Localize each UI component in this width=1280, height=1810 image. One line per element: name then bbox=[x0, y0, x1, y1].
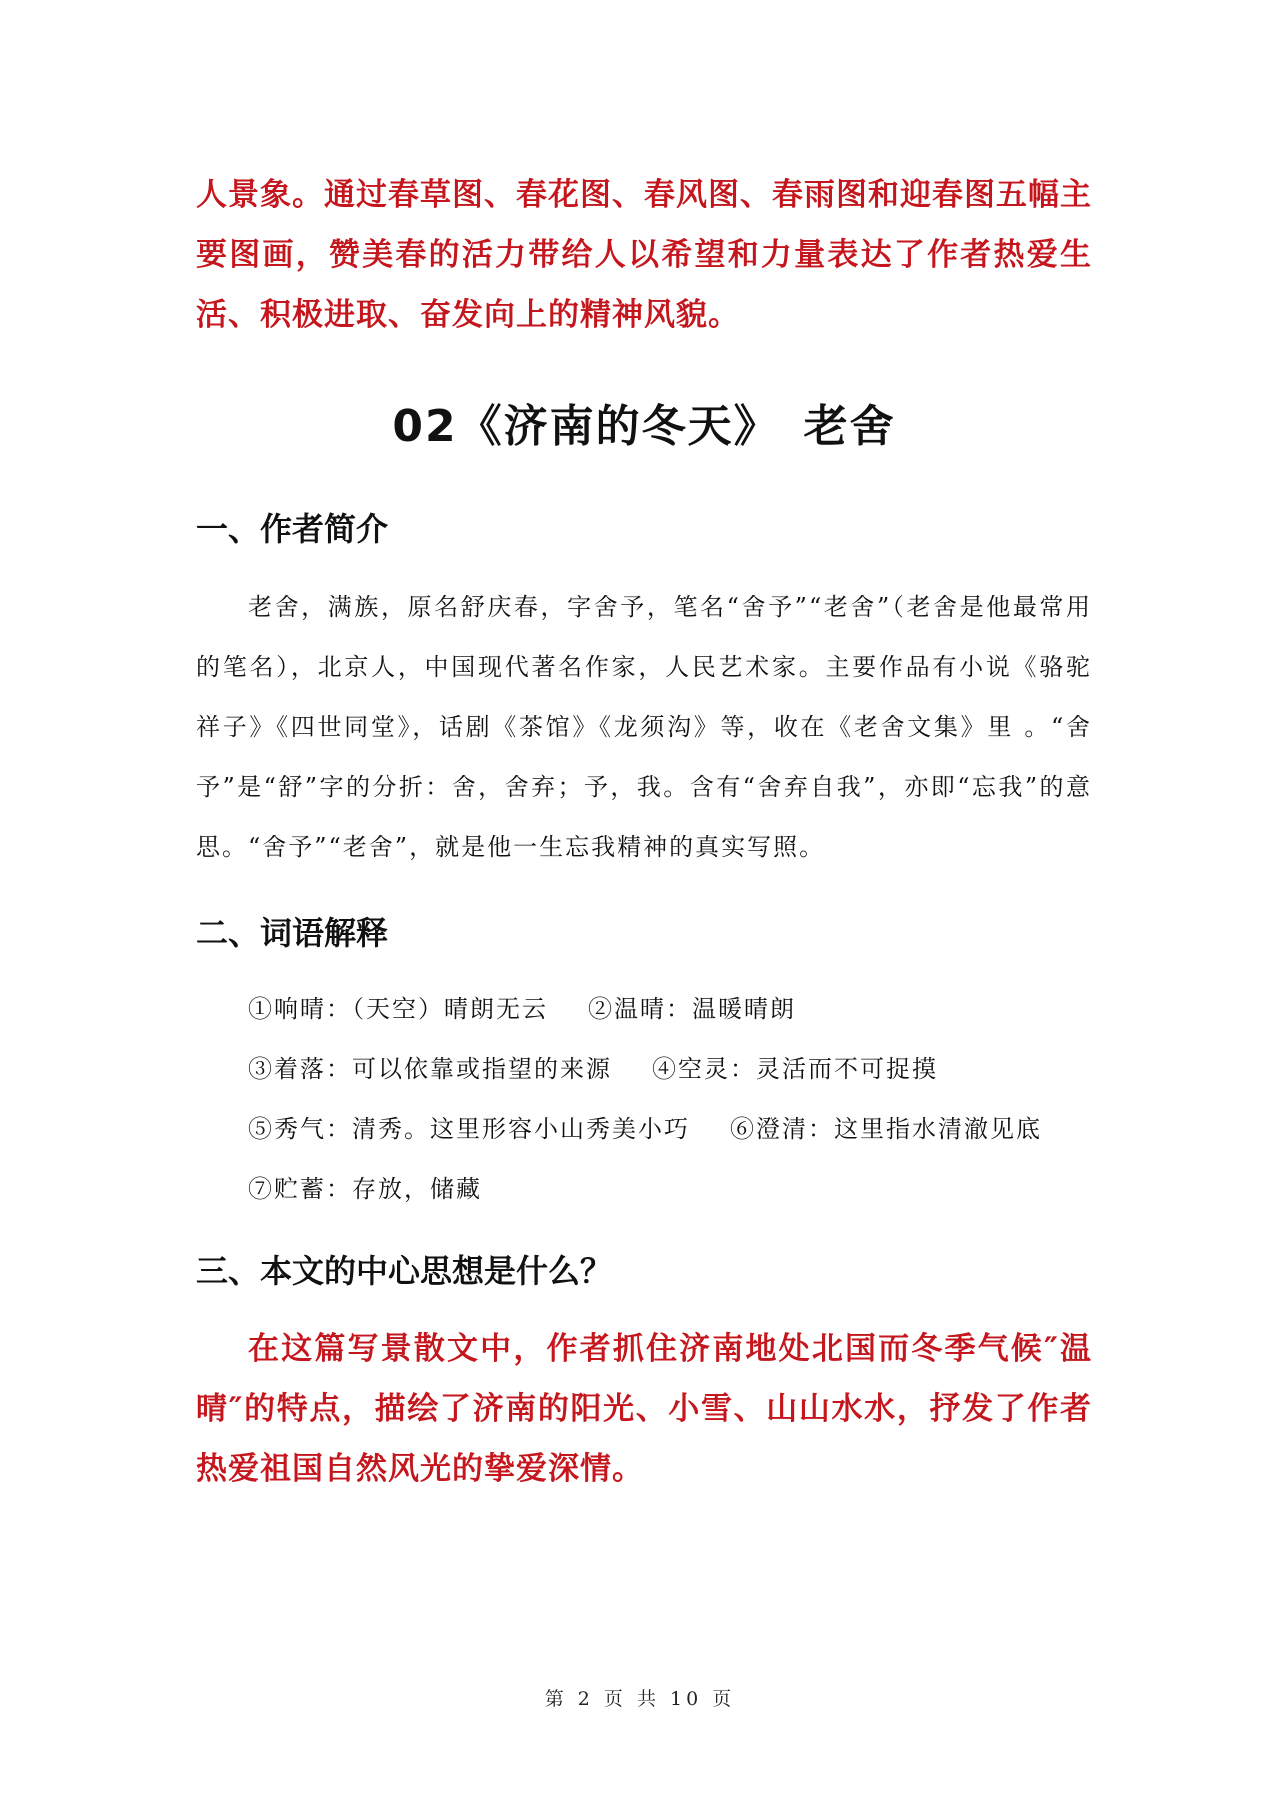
vocabulary-row bbox=[248, 979, 1092, 1039]
lesson-title: 02《济南的冬天》 老舍 bbox=[392, 401, 896, 452]
section-author-heading: 一、作者简介 bbox=[196, 510, 389, 548]
page-number-footer: 第 2 页 共 10 页 bbox=[544, 1688, 736, 1710]
vocabulary-list bbox=[248, 979, 1092, 1219]
vocabulary-item: ⑤秀气：清秀。这里形容小山秀美小巧 bbox=[248, 1115, 690, 1143]
author-bio-paragraph: 老舍，满族，原名舒庆春，字舍予，笔名“舍予”“老舍”（老舍是他最常用的笔名），北京人，中国现代著名作家，人民艺术家。主要作品有小说《骆驼祥子》《四世同堂》，话剧《茶馆》《龙须沟》等，收在《老舍文集》里 。“舍予”是“舒”字的分折：舍，舍弃；予，我。含有“舍弃自我”，亦即“忘我”的意思。“舍予”“老舍”，就是他一生忘我精神的真实写照。 bbox=[196, 593, 1092, 861]
page-content bbox=[196, 165, 1092, 1499]
central-idea-paragraph: 在这篇写景散文中，作者抓住济南地处北国而冬季气候″温晴″的特点，描绘了济南的阳光、小雪、山山水水，抒发了作者热爱祖国自然风光的挚爱深情。 bbox=[196, 1331, 1092, 1487]
vocabulary-row bbox=[248, 1159, 1092, 1219]
vocabulary-row bbox=[248, 1099, 1092, 1159]
vocabulary-item: ⑦贮蓄：存放，储藏 bbox=[248, 1175, 482, 1203]
section-central-idea-heading: 三、本文的中心思想是什么？ bbox=[196, 1252, 613, 1290]
intro-paragraph: 人景象。通过春草图、春花图、春风图、春雨图和迎春图五幅主要图画，赞美春的活力带给人以希望和力量表达了作者热爱生活、积极进取、奋发向上的精神风貌。 bbox=[196, 177, 1092, 333]
vocabulary-item: ②温晴：温暖晴朗 bbox=[588, 995, 796, 1023]
section-vocabulary-heading: 二、词语解释 bbox=[196, 914, 389, 952]
vocabulary-item: ④空灵：灵活而不可捉摸 bbox=[652, 1055, 938, 1083]
vocabulary-item: ③着落：可以依靠或指望的来源 bbox=[248, 1055, 612, 1083]
vocabulary-item: ⑥澄清：这里指水清澈见底 bbox=[730, 1115, 1042, 1143]
vocabulary-item: ①响晴：（天空）晴朗无云 bbox=[248, 995, 548, 1023]
vocabulary-row bbox=[248, 1039, 1092, 1099]
